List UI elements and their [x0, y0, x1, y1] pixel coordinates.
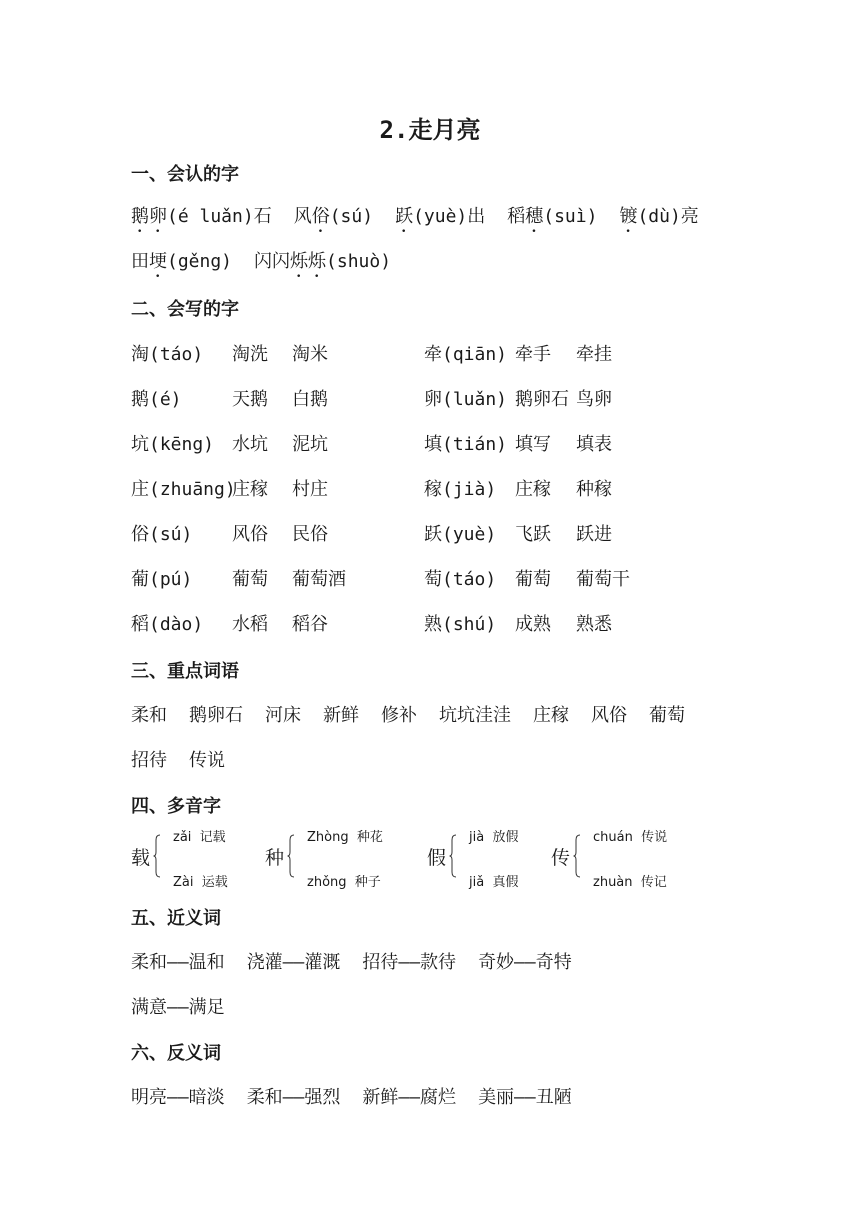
pinyin-text: (suì): [543, 206, 598, 227]
table-cell: 水稻: [232, 614, 268, 635]
word-text: 记载: [199, 830, 226, 845]
recognize-char-item: [294, 206, 373, 227]
recognize-char-item: [254, 251, 391, 272]
polyphone-top: [307, 826, 383, 845]
dotted-char: 埂: [149, 251, 167, 272]
table-cell: 种稼: [576, 479, 612, 500]
polyphone-bottom: [469, 871, 518, 890]
table-cell: 淘米: [292, 344, 328, 365]
table-cell: 淘洗: [232, 344, 268, 365]
pinyin-text: (yuè)出: [413, 206, 486, 227]
table-cell: 跃进: [576, 524, 612, 545]
antonym-pair: 柔和——强烈: [246, 1087, 341, 1108]
table-cell: 鸟卵: [576, 389, 612, 410]
table-cell: 牵(qiān): [424, 344, 508, 365]
table-cell: 民俗: [292, 524, 328, 545]
word-text: 运载: [201, 875, 228, 890]
pinyin-text: (é luǎn)石: [167, 206, 272, 227]
recognize-char-item: [507, 206, 597, 227]
section-heading-6: 六、反义词: [131, 1043, 221, 1064]
key-word: 风俗: [591, 705, 627, 726]
table-cell: 庄(zhuāng): [131, 479, 236, 500]
antonym-pair: 明亮——暗淡: [131, 1087, 225, 1108]
recognize-chars-line-2: [131, 247, 413, 282]
table-cell: 飞跃: [515, 524, 551, 545]
polyphone-bottom: [307, 871, 381, 890]
page-title: 2.走月亮: [379, 116, 481, 144]
pinyin-text: chuán: [593, 830, 633, 845]
polyphone-bottom: [173, 871, 228, 890]
recognize-char-item: [131, 206, 272, 227]
dotted-char: 镀: [619, 206, 638, 227]
polyphone-char: 假: [427, 847, 447, 869]
key-word: 招待: [131, 750, 167, 771]
dotted-char: 鹅卵: [131, 206, 167, 227]
key-word: 坑坑洼洼: [439, 705, 511, 726]
antonym-pair: 新鲜——腐烂: [362, 1087, 457, 1108]
polyphone-top: [469, 826, 518, 845]
key-words-line-2: [131, 746, 247, 772]
key-word: 修补: [381, 705, 417, 726]
table-cell: 葡萄干: [576, 569, 630, 590]
brace-icon: [153, 834, 161, 878]
brace-icon: [449, 834, 457, 878]
dotted-char: 烁烁: [290, 251, 327, 272]
table-cell: 坑(kēng): [131, 434, 215, 455]
dotted-char: 俗: [311, 206, 330, 227]
section-heading-3: 三、重点词语: [131, 661, 239, 682]
word-text: 种子: [354, 875, 381, 890]
polyphone-char: 种: [265, 847, 285, 869]
key-word: 传说: [189, 750, 225, 771]
section-heading-1: 一、会认的字: [131, 164, 239, 185]
word-text: 种花: [356, 830, 383, 845]
item-text: 田: [131, 251, 149, 272]
polyphone-char: 载: [131, 847, 151, 869]
pinyin-text: (sú): [329, 206, 374, 227]
table-cell: 水坑: [232, 434, 268, 455]
pinyin-text: Zhòng: [307, 830, 349, 845]
pinyin-text: zhuàn: [593, 875, 633, 890]
table-cell: 村庄: [292, 479, 328, 500]
key-words-line-1: [131, 701, 707, 727]
table-cell: 天鹅: [232, 389, 268, 410]
item-text: 风: [293, 206, 312, 227]
table-cell: 葡萄: [515, 569, 551, 590]
polyphone-char: 传: [551, 847, 571, 869]
recognize-char-item: [395, 206, 485, 227]
section-heading-4: 四、多音字: [131, 796, 221, 817]
table-cell: 俗(sú): [131, 524, 193, 545]
synonym-pair: 招待——款待: [362, 952, 457, 973]
word-text: 真假: [492, 875, 519, 890]
key-word: 新鲜: [323, 705, 359, 726]
key-word: 鹅卵石: [189, 705, 243, 726]
table-cell: 葡萄酒: [292, 569, 346, 590]
pinyin-text: jià: [469, 830, 485, 845]
synonym-pair: 浇灌——灌溉: [246, 952, 341, 973]
dotted-char: 穗: [525, 206, 544, 227]
word-text: 传说: [641, 830, 668, 845]
table-cell: 庄稼: [515, 479, 551, 500]
table-cell: 熟(shú): [424, 614, 497, 635]
table-cell: 熟悉: [576, 614, 612, 635]
pinyin-text: (gěng): [167, 251, 233, 272]
antonyms-line-1: [131, 1083, 594, 1109]
key-word: 庄稼: [533, 705, 569, 726]
dotted-char: 跃: [395, 206, 414, 227]
table-cell: 填(tián): [424, 434, 508, 455]
pinyin-text: jiǎ: [469, 875, 485, 890]
polyphone-top: [593, 826, 667, 845]
table-cell: 稼(jià): [424, 479, 497, 500]
synonyms-line-1: [131, 948, 594, 974]
table-cell: 葡萄: [232, 569, 268, 590]
table-cell: 鹅卵石: [515, 389, 569, 410]
polyphone-top: [173, 826, 226, 845]
table-cell: 跃(yuè): [424, 524, 497, 545]
key-word: 柔和: [131, 705, 167, 726]
brace-icon: [287, 834, 295, 878]
pinyin-text: Zài: [173, 875, 194, 890]
word-text: 放假: [492, 830, 519, 845]
section-heading-5: 五、近义词: [131, 908, 221, 929]
table-cell: 风俗: [232, 524, 268, 545]
polyphone-bottom: [593, 871, 667, 890]
table-cell: 鹅(é): [131, 389, 182, 410]
key-word: 河床: [265, 705, 301, 726]
item-text: 闪闪: [254, 251, 291, 272]
recognize-chars-line-1: [131, 202, 721, 237]
pinyin-text: (dù)亮: [637, 206, 699, 227]
synonym-pair: 奇妙——奇特: [478, 952, 572, 973]
table-cell: 萄(táo): [424, 569, 497, 590]
pinyin-text: zhǒng: [307, 875, 347, 890]
table-cell: 填表: [576, 434, 612, 455]
section-heading-2: 二、会写的字: [131, 299, 239, 320]
table-cell: 葡(pú): [131, 569, 193, 590]
table-cell: 牵挂: [576, 344, 612, 365]
synonym-pair: 柔和——温和: [131, 952, 225, 973]
pinyin-text: (shuò): [326, 251, 392, 272]
table-cell: 白鹅: [292, 389, 328, 410]
synonym-pair: 满意——满足: [131, 997, 225, 1018]
table-cell: 成熟: [515, 614, 551, 635]
table-cell: 淘(táo): [131, 344, 204, 365]
synonyms-line-2: [131, 993, 247, 1019]
table-cell: 牵手: [515, 344, 551, 365]
recognize-char-item: [619, 206, 698, 227]
table-cell: 庄稼: [232, 479, 268, 500]
word-text: 传记: [640, 875, 667, 890]
antonym-pair: 美丽——丑陋: [478, 1087, 572, 1108]
table-cell: 稻谷: [292, 614, 328, 635]
key-word: 葡萄: [649, 705, 685, 726]
brace-icon: [573, 834, 581, 878]
table-cell: 卵(luǎn): [424, 389, 508, 410]
table-cell: 填写: [515, 434, 551, 455]
item-text: 稻: [507, 206, 526, 227]
pinyin-text: zǎi: [173, 830, 192, 845]
table-cell: 稻(dào): [131, 614, 204, 635]
recognize-char-item: [131, 251, 232, 272]
table-cell: 泥坑: [292, 434, 328, 455]
